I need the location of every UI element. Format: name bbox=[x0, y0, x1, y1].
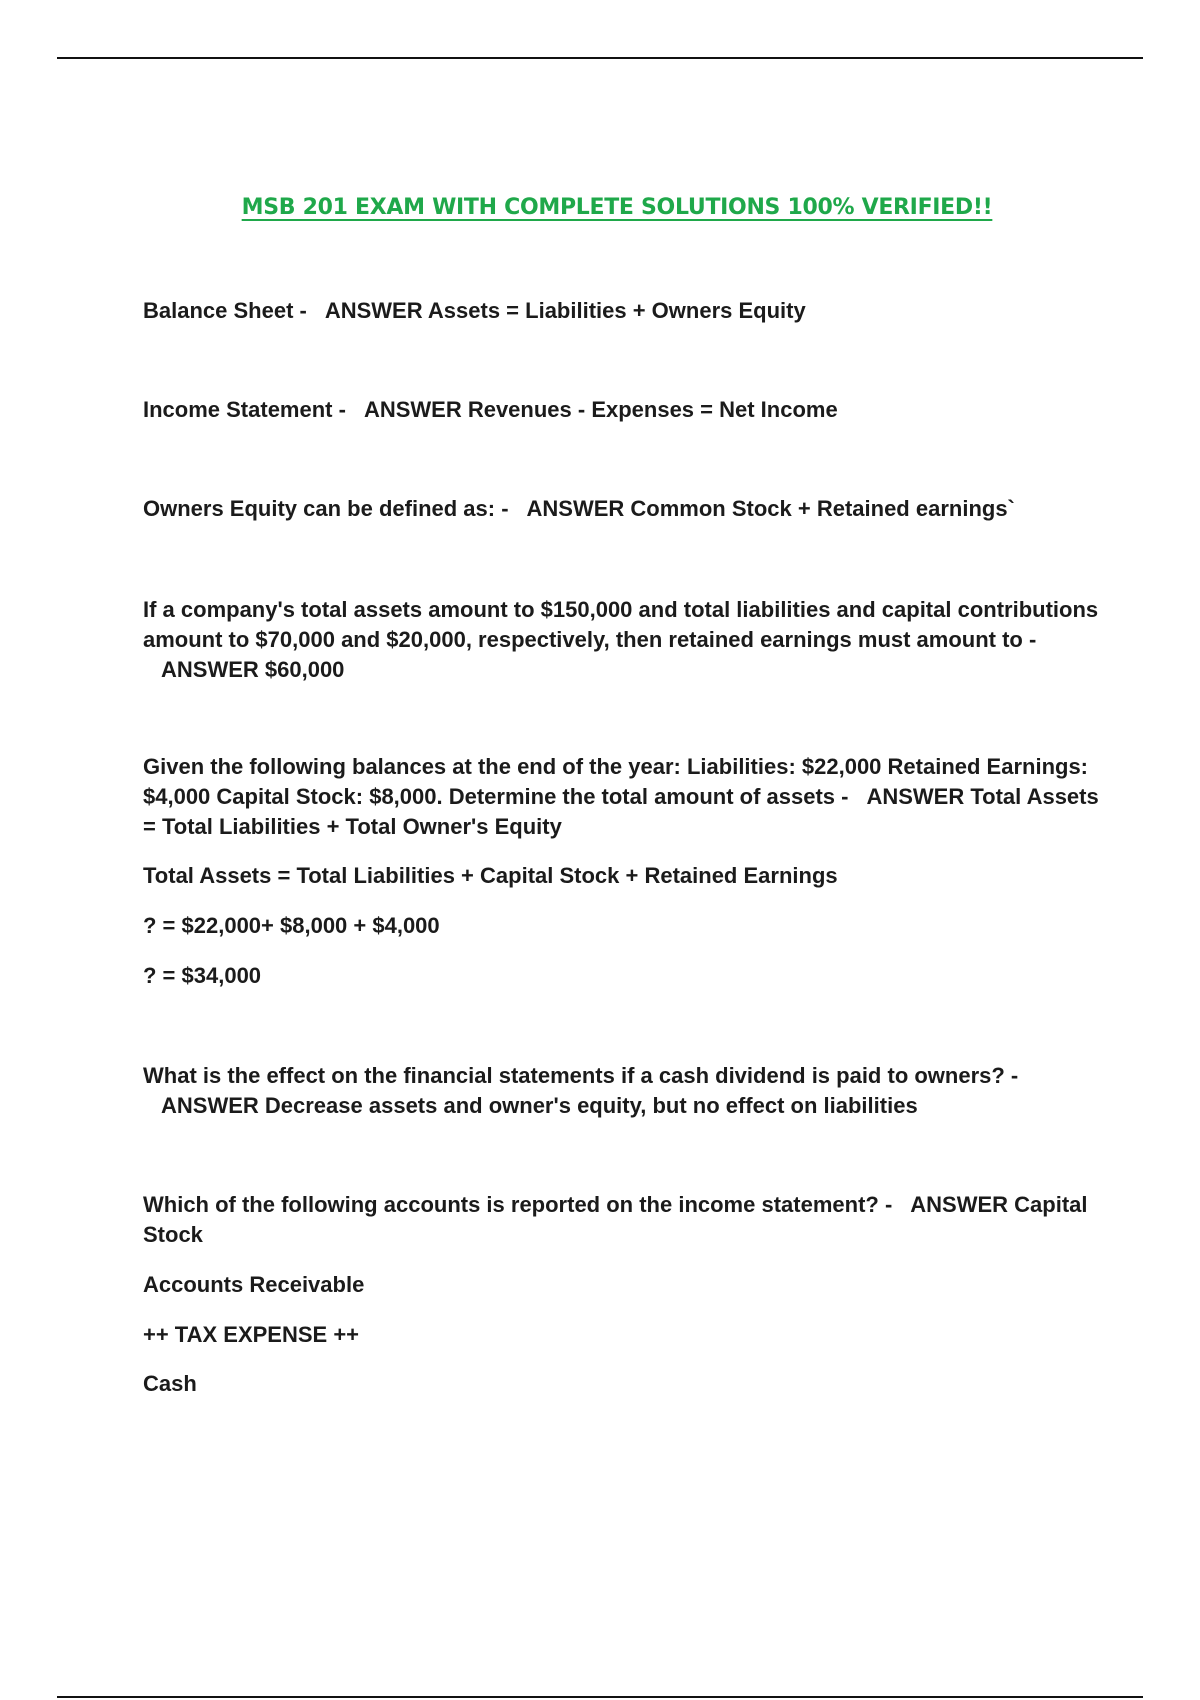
document-title: MSB 201 EXAM WITH COMPLETE SOLUTIONS 100% VERIFIED!! bbox=[241, 195, 993, 220]
assets-formula-line: Total Assets = Total Liabilities + Capital Stock + Retained Earnings bbox=[143, 863, 838, 888]
answer-text: ANSWER Assets = Liabilities + Owners Equity bbox=[324, 298, 806, 323]
qa-balance-sheet bbox=[143, 296, 1103, 326]
qa-retained-earnings bbox=[143, 595, 1103, 685]
question-text: Owners Equity can be defined as: - bbox=[143, 496, 509, 521]
qa-cash-dividend bbox=[143, 1061, 1103, 1121]
answer-text: ANSWER Decrease assets and owner's equity, but no effect on liabilities bbox=[161, 1093, 918, 1118]
answer-text: ANSWER Revenues - Expenses = Net Income bbox=[363, 397, 838, 422]
assets-result-line: ? = $34,000 bbox=[143, 963, 262, 988]
question-text: Which of the following accounts is reported on the income statement? - bbox=[143, 1192, 893, 1217]
top-rule bbox=[57, 57, 1143, 59]
answer-text: ANSWER Capital Stock bbox=[143, 1192, 1088, 1247]
question-text: Given the following balances at the end of the year: Liabilities: $22,000 Retained Earnings: $4,000 Capital Stock: $8,000. Determine the total amount of assets - bbox=[143, 754, 1089, 809]
option-tax-expense: ++ TAX EXPENSE ++ bbox=[143, 1322, 360, 1347]
answer-text: ANSWER $60,000 bbox=[161, 657, 345, 682]
question-text: If a company's total assets amount to $150,000 and total liabilities and capital contributions amount to $70,000 and $20,000, respectively, then retained earnings must amount to - bbox=[143, 597, 1099, 652]
qa-income-statement-accounts bbox=[143, 1190, 1103, 1250]
assets-substitution-line: ? = $22,000+ $8,000 + $4,000 bbox=[143, 913, 440, 938]
question-text: Income Statement - bbox=[143, 397, 346, 422]
bottom-rule bbox=[57, 1696, 1143, 1698]
option-cash: Cash bbox=[143, 1371, 197, 1396]
question-text: What is the effect on the financial statements if a cash dividend is paid to owners? - bbox=[143, 1063, 1019, 1088]
qa-owners-equity bbox=[143, 494, 1103, 524]
option-accounts-receivable: Accounts Receivable bbox=[143, 1272, 365, 1297]
question-text: Balance Sheet - bbox=[143, 298, 307, 323]
answer-text: ANSWER Common Stock + Retained earnings` bbox=[526, 496, 1015, 521]
answer-text: ANSWER Total Assets = Total Liabilities + Total Owner's Equity bbox=[143, 784, 1099, 839]
qa-total-assets bbox=[143, 752, 1103, 842]
qa-income-statement bbox=[143, 395, 1103, 425]
